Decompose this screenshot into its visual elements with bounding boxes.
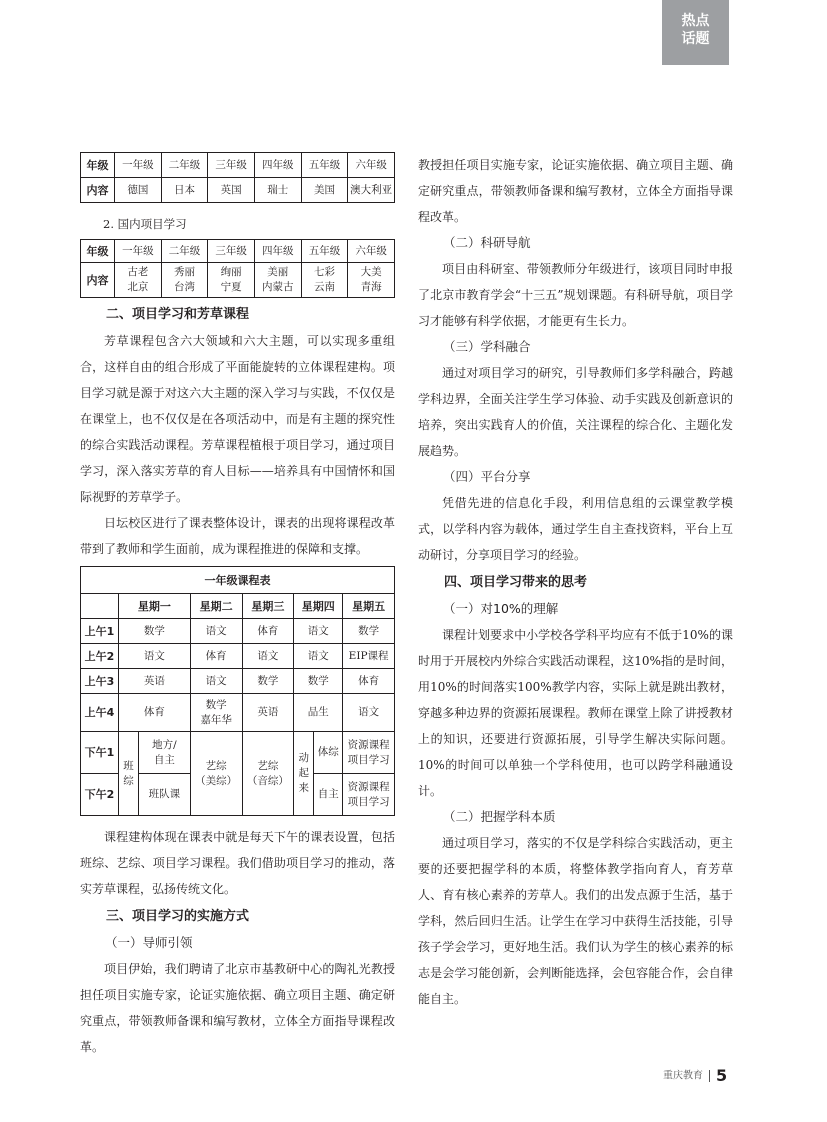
content-cell: 德国 — [115, 178, 162, 203]
subsection-heading: （一）对10%的理解 — [443, 601, 559, 616]
schedule-cell: 体育 — [242, 619, 294, 644]
grade-cell: 三年级 — [208, 240, 255, 263]
domestic-heading: 2. 国内项目学习 — [103, 217, 187, 231]
left-column — [80, 152, 395, 1054]
period-label: 上午2 — [81, 644, 119, 669]
page-number: 5 — [716, 1066, 728, 1085]
schedule-cell: 艺综 （美综） — [190, 732, 242, 816]
table-row-head: 内容 — [81, 178, 115, 203]
schedule-cell: 体育 — [190, 644, 242, 669]
day-header: 星期四 — [294, 594, 343, 619]
period-label: 上午1 — [81, 619, 119, 644]
section-heading: 四、项目学习带来的思考 — [444, 575, 588, 590]
period-label: 上午3 — [81, 669, 119, 694]
international-project-table — [80, 152, 395, 203]
day-header: 星期二 — [190, 594, 242, 619]
section-tab-line1: 热点 — [681, 13, 710, 29]
schedule-cell: 语文 — [190, 669, 242, 694]
content-cell: 古老 北京 — [115, 263, 162, 298]
schedule-cell: 语文 — [343, 694, 395, 732]
schedule-cell: 动 起 来 — [294, 732, 314, 816]
day-header: 星期五 — [343, 594, 395, 619]
schedule-cell: 资源课程 项目学习 — [343, 774, 395, 816]
schedule-cell: 体育 — [343, 669, 395, 694]
grade-cell: 六年级 — [348, 153, 395, 178]
grade-cell: 四年级 — [254, 240, 301, 263]
content-cell: 绚丽 宁夏 — [208, 263, 255, 298]
grade-cell: 一年级 — [115, 153, 162, 178]
schedule-cell: 体综 — [314, 732, 343, 774]
schedule-cell: 地方/ 自主 — [139, 732, 191, 774]
paragraph: 项目由科研室、带领教师分年级进行，该项目同时申报了北京市教育学会“十三五”规划课题。有科研导航，项目学习才能够有科学依据，才能更有生长力。 — [418, 262, 733, 328]
page-footer — [663, 1066, 727, 1085]
grade-cell: 二年级 — [161, 240, 208, 263]
schedule-cell: 语文 — [294, 619, 343, 644]
footer-divider — [709, 1070, 710, 1082]
schedule-cell: 品生 — [294, 694, 343, 732]
schedule-cell: EIP课程 — [343, 644, 395, 669]
corner-cell — [81, 594, 119, 619]
schedule-cell: 英语 — [119, 669, 191, 694]
content-cell: 英国 — [208, 178, 255, 203]
schedule-cell: 艺综 （音综） — [242, 732, 294, 816]
subsection-heading: （二）科研导航 — [443, 235, 531, 250]
first-grade-schedule — [80, 566, 395, 816]
paragraph-continued: 教授担任项目实施专家，论证实施依据、确立项目主题、确定研究重点，带领教师备课和编写教材，立体全方面指导课程改革。 — [418, 158, 733, 224]
schedule-cell: 英语 — [242, 694, 294, 732]
period-label: 下午2 — [81, 774, 119, 816]
schedule-cell: 数学 — [119, 619, 191, 644]
grade-cell: 六年级 — [348, 240, 395, 263]
schedule-title: 一年级课程表 — [81, 567, 395, 594]
paragraph: 通过对项目学习的研究，引导教师们多学科融合，跨越学科边界，全面关注学生学习体验、动手实践及创新意识的培养，突出实践育人的价值，关注课程的综合化、主题化发展趋势。 — [418, 366, 733, 458]
table-row-head: 年级 — [81, 153, 115, 178]
schedule-cell: 语文 — [242, 644, 294, 669]
paragraph: 日坛校区进行了课表整体设计，课表的出现将课程改革带到了教师和学生面前，成为课程推进的保障和支撑。 — [80, 516, 395, 556]
schedule-cell: 数学 嘉年华 — [190, 694, 242, 732]
content-cell: 美国 — [301, 178, 348, 203]
grade-cell: 一年级 — [115, 240, 162, 263]
journal-name: 重庆教育 — [663, 1070, 703, 1082]
subsection-heading: （三）学科融合 — [443, 339, 531, 354]
schedule-cell: 自主 — [314, 774, 343, 816]
subsection-heading: （二）把握学科本质 — [443, 809, 556, 824]
content-cell: 瑞士 — [254, 178, 301, 203]
subsection-heading: （四）平台分享 — [443, 469, 531, 484]
schedule-cell: 语文 — [190, 619, 242, 644]
grade-cell: 五年级 — [301, 240, 348, 263]
period-label: 上午4 — [81, 694, 119, 732]
schedule-cell: 体育 — [119, 694, 191, 732]
content-cell: 秀丽 台湾 — [161, 263, 208, 298]
schedule-cell: 班队课 — [139, 774, 191, 816]
domestic-project-table — [80, 239, 395, 298]
content-cell: 澳大利亚 — [348, 178, 395, 203]
section-tab — [662, 0, 729, 65]
period-label: 下午1 — [81, 732, 119, 774]
schedule-cell: 班 综 — [119, 732, 139, 816]
content-cell: 日本 — [161, 178, 208, 203]
schedule-cell: 数学 — [294, 669, 343, 694]
grade-cell: 三年级 — [208, 153, 255, 178]
paragraph: 凭借先进的信息化手段，利用信息组的云课堂教学模式，以学科内容为载体，通过学生自主查找资料，平台上互动研讨，分享项目学习的经验。 — [418, 496, 733, 562]
schedule-cell: 数学 — [242, 669, 294, 694]
paragraph: 通过项目学习，落实的不仅是学科综合实践活动，更主要的还要把握学科的本质，将整体教学指向育人，育芳草人、育有核心素养的芳草人。我们的出发点源于生活，基于学科，然后回归生活。让学生在学习中获得生活技能，引导孩子学会学习，更好地生活。我们认为学生的核心素养的标志是会学习能创新，会判断能选择，会包容能合作，会自律能自主。 — [418, 836, 733, 1006]
content-cell: 大美 青海 — [348, 263, 395, 298]
subsection-heading: （一）导师引领 — [105, 935, 193, 950]
schedule-cell: 语文 — [294, 644, 343, 669]
schedule-cell: 资源课程 项目学习 — [343, 732, 395, 774]
content-cell: 七彩 云南 — [301, 263, 348, 298]
schedule-cell: 语文 — [119, 644, 191, 669]
content-cell: 美丽 内蒙古 — [254, 263, 301, 298]
section-tab-line2: 话题 — [681, 31, 710, 47]
table-row-head: 年级 — [81, 240, 115, 263]
right-column — [418, 152, 733, 1012]
schedule-cell: 数学 — [343, 619, 395, 644]
table-row-head: 内容 — [81, 263, 115, 298]
day-header: 星期三 — [242, 594, 294, 619]
section-heading: 三、项目学习的实施方式 — [106, 909, 250, 924]
section-heading: 二、项目学习和芳草课程 — [106, 307, 250, 322]
grade-cell: 四年级 — [254, 153, 301, 178]
paragraph: 课程计划要求中小学校各学科平均应有不低于10%的课时用于开展校内外综合实践活动课程，这10%指的是时间，用10%的时间落实100%教学内容，实际上就是跳出教材，穿越多种边界的资源拓展课程。教师在课堂上除了讲授教材上的知识，还要进行资源拓展，引导学生解决实际问题。10%的时间可以单独一个学科使用，也可以跨学科融通设计。 — [418, 628, 733, 798]
paragraph: 芳草课程包含六大领域和六大主题，可以实现多重组合，这样自由的组合形成了平面能旋转的立体课程建构。项目学习就是源于对这六大主题的深入学习与实践，不仅仅是在课堂上，也不仅仅是在各项活动中，而是有主题的探究性的综合实践活动课程。芳草课程植根于项目学习，通过项目学习，深入落实芳草的育人目标——培养具有中国情怀和国际视野的芳草学子。 — [80, 334, 395, 504]
paragraph: 课程建构体现在课表中就是每天下午的课表设置，包括班综、艺综、项目学习课程。我们借助项目学习的推动，落实芳草课程，弘扬传统文化。 — [80, 830, 395, 896]
paragraph: 项目伊始，我们聘请了北京市基教研中心的陶礼光教授担任项目实施专家，论证实施依据、确立项目主题、确定研究重点，带领教师备课和编写教材，立体全方面指导课程改革。 — [80, 962, 395, 1054]
grade-cell: 五年级 — [301, 153, 348, 178]
day-header: 星期一 — [119, 594, 191, 619]
grade-cell: 二年级 — [161, 153, 208, 178]
